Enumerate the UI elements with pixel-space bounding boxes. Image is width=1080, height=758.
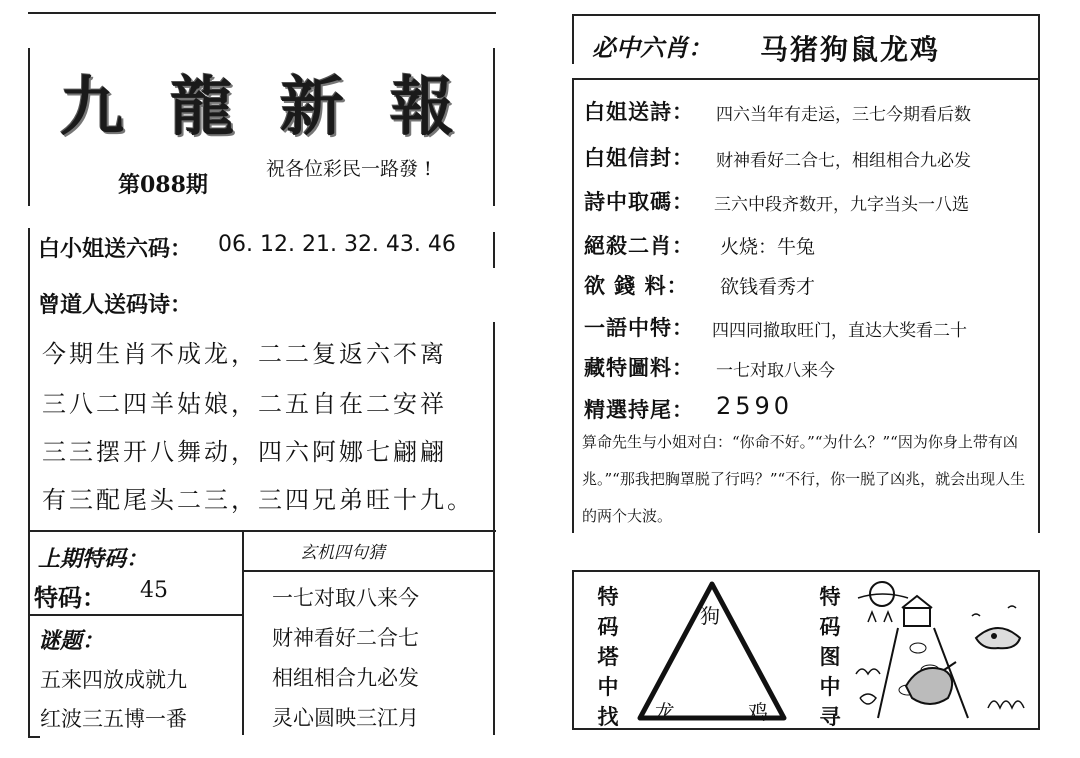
poem-line: 三八二四羊姑娘，二五自在二安祥 <box>42 390 447 418</box>
house-icon <box>904 608 930 626</box>
poem-line: 今期生肖不成龙，二二复返六不离 <box>42 340 447 368</box>
row-value: 财神看好二合七，相组相合九必发 <box>716 151 971 171</box>
mystery-line: 灵心圆映三江月 <box>272 706 419 730</box>
mystery-line: 财神看好二合七 <box>272 626 419 650</box>
issue-number: 第088期 <box>118 172 208 198</box>
poem-line: 三三摆开八舞动，四六阿娜七翩翩 <box>42 438 447 466</box>
must-six-label: 必中六肖： <box>592 33 712 62</box>
tree-icon <box>868 612 892 622</box>
row-value: 火烧：牛兔 <box>720 236 816 258</box>
bottom-box-bottom <box>572 728 1040 730</box>
last-code-label: 上期特码： <box>38 546 149 572</box>
bottom-box-right <box>1038 570 1040 730</box>
poem-label: 曾道人送码诗： <box>38 292 193 318</box>
row-value: 一七对取八来今 <box>716 361 835 381</box>
bottom-corner-mark <box>28 736 40 738</box>
row-value: 欲钱看秀才 <box>720 276 816 298</box>
row-value: 三六中段齐数开，九字当头一八选 <box>714 195 969 215</box>
section-rule <box>28 530 496 532</box>
row-label: 絕殺二肖： <box>584 233 694 258</box>
row-label: 詩中取碼： <box>584 189 694 214</box>
row-label: 欲 錢 料： <box>584 273 689 298</box>
right-header-rule <box>572 78 1040 80</box>
left-border <box>28 228 30 738</box>
dog-head-icon <box>976 628 1020 648</box>
riddle-rule <box>28 614 242 616</box>
mystery-line: 一七对取八来今 <box>272 586 419 610</box>
flower-icon <box>856 669 880 674</box>
tower-top-sign: 狗 <box>700 604 720 628</box>
riddle-picture <box>848 578 1034 724</box>
right-top-rule <box>572 14 1040 16</box>
right-top-left-border <box>572 14 574 64</box>
mystery-rule <box>242 570 495 572</box>
mystery-title: 玄机四句猜 <box>300 543 385 563</box>
picture-label: 特码图中寻 <box>819 584 841 729</box>
mystery-line: 相组相合九必发 <box>272 666 419 690</box>
birds-icon <box>972 606 1016 616</box>
row-label: 一語中特： <box>584 315 694 340</box>
last-code-value: 45 <box>140 578 168 603</box>
right-right-border <box>1038 78 1040 533</box>
six-codes-value: 06. 12. 21. 32. 43. 46 <box>218 232 456 257</box>
right-left-border <box>572 78 574 533</box>
selected-tail-label: 精選持尾： <box>584 397 694 422</box>
masthead-left-border <box>28 48 30 206</box>
six-codes-label: 白小姐送六码： <box>38 236 193 262</box>
bottom-box-top <box>572 570 1040 572</box>
row-label: 白姐信封： <box>584 145 694 170</box>
poem-line: 有三配尾头二三，三四兄弟旺十九。 <box>42 486 474 514</box>
tower-label: 特码塔中找 <box>597 584 619 729</box>
row-label: 白姐送詩： <box>584 99 694 124</box>
bottom-box-left <box>572 570 574 730</box>
top-rule <box>28 12 496 14</box>
bottom-right-border <box>493 530 495 735</box>
right-border-upper <box>493 232 495 268</box>
selected-tail-value: 2590 <box>716 392 794 420</box>
riddle-label: 谜题： <box>38 628 105 654</box>
tower-right-sign: 鸡 <box>748 700 768 724</box>
story-text: 算命先生与小姐对白：“你命不好。”“为什么？”“因为你身上带有凶兆。”“那我把胸罩脱了行吗？”“不行，你一脱了凶兆，就会出现人生的两个大波。 <box>582 433 1026 525</box>
row-value: 四四同撤取旺门，直达大奖看二十 <box>712 321 967 341</box>
last-code-name: 特码： <box>34 583 106 612</box>
row-value: 四六当年有走运，三七今期看后数 <box>716 105 971 125</box>
right-top-right-border <box>1038 14 1040 80</box>
riddle-line: 红波三五博一番 <box>40 707 187 731</box>
masthead-title: 九龍新報 <box>60 70 500 145</box>
must-six-value: 马猪狗鼠龙鸡 <box>760 33 941 66</box>
grass-icon <box>988 701 1024 708</box>
greeting: 祝各位彩民一路發 ! <box>266 158 432 180</box>
riddle-line: 五来四放成就九 <box>40 668 187 692</box>
bird-icon <box>906 668 952 704</box>
poem-right-border <box>493 322 495 532</box>
column-divider <box>242 530 244 735</box>
tower-left-sign: 龙 <box>652 700 672 724</box>
row-label: 藏特圖料： <box>584 355 694 380</box>
